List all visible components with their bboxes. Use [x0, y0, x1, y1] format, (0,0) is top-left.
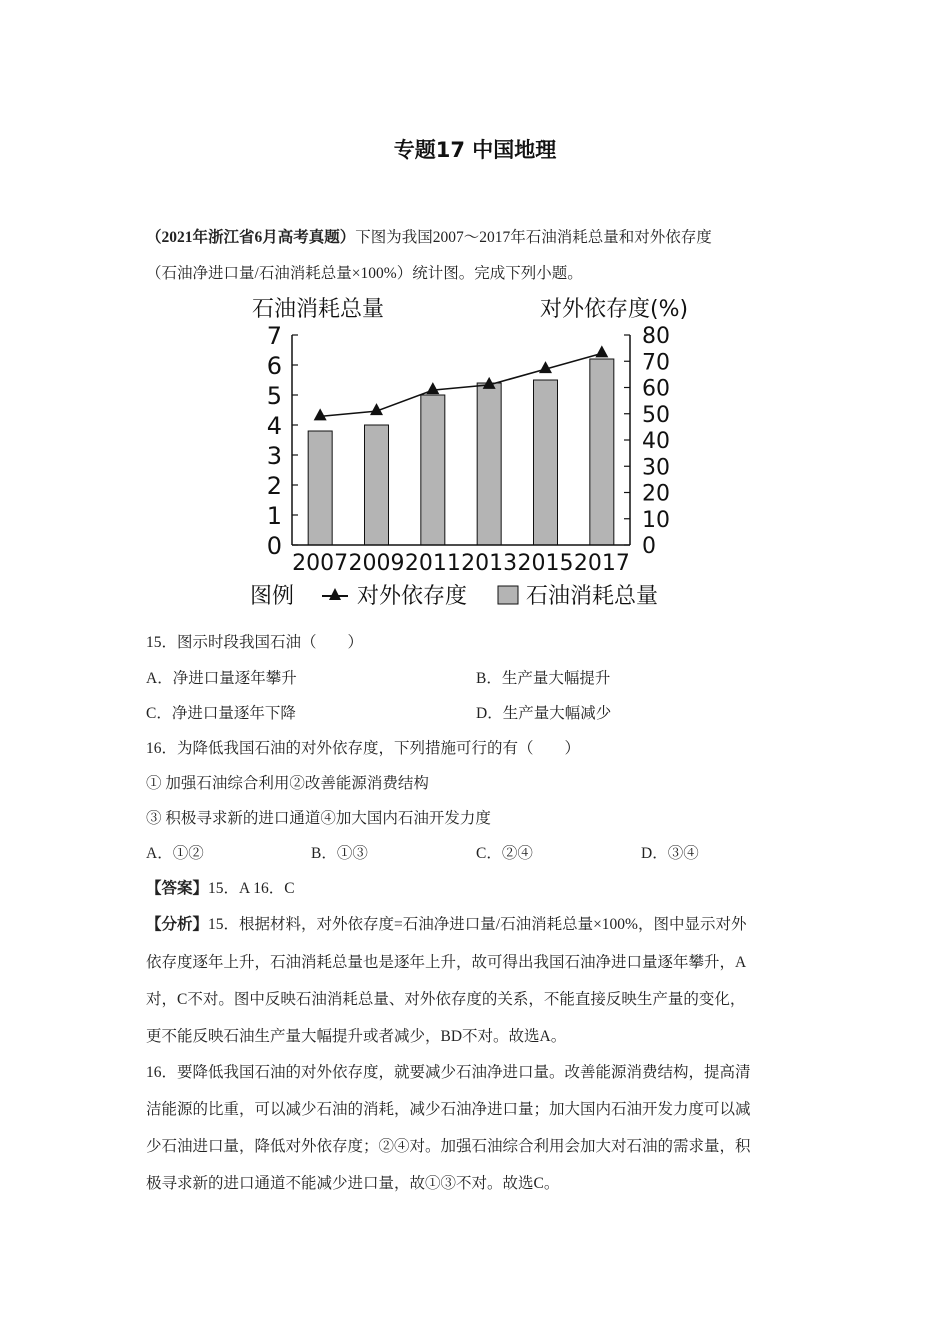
answer-line	[146, 879, 295, 899]
analysis-line-5: 16．要降低我国石油的对外依存度，就要减少石油净进口量。改善能源消费结构，提高清	[146, 1064, 751, 1081]
x-tick-label: 2015	[517, 551, 574, 576]
dependency-point	[426, 382, 439, 394]
q16-option-a: A．①②	[146, 845, 204, 862]
analysis-line-4: 更不能反映石油生产量大幅提升或者减少，BD不对。故选A。	[146, 1028, 567, 1045]
x-tick-label: 2017	[573, 551, 630, 576]
dependency-point	[314, 408, 327, 420]
q16-option-d: D．③④	[641, 845, 699, 862]
q16-statement-2: ③ 积极寻求新的进口通道④加大国内石油开发力度	[146, 810, 491, 827]
left-tick-label: 6	[266, 352, 282, 380]
right-axis-label: 对外依存度(%)	[540, 297, 689, 322]
q15-stem: 15．图示时段我国石油（ ）	[146, 634, 364, 651]
analysis-tag: 【分析】	[146, 916, 209, 933]
left-tick-label: 7	[266, 322, 282, 350]
x-tick-label: 2007	[292, 551, 349, 576]
left-tick-label: 2	[266, 472, 282, 500]
bar	[421, 395, 445, 545]
right-tick-label: 20	[642, 481, 670, 507]
intro-line-2: （石油净进口量/石油消耗总量×100%）统计图。完成下列小题。	[146, 265, 583, 282]
legend-bar-swatch	[498, 586, 518, 604]
analysis-line-3: 对，C不对。图中反映石油消耗总量、对外依存度的关系，不能直接反映生产量的变化，	[146, 991, 746, 1008]
q16-stem: 16．为降低我国石油的对外依存度，下列措施可行的有（ ）	[146, 740, 581, 757]
right-tick-label: 50	[642, 402, 670, 428]
q15-option-a: A．净进口量逐年攀升	[146, 670, 297, 687]
bar	[590, 359, 614, 545]
legend-line-label: 对外依存度	[357, 584, 468, 609]
intro-line-1	[146, 228, 712, 248]
x-tick-label: 2011	[404, 551, 461, 576]
right-tick-label: 70	[642, 350, 670, 376]
q15-option-b: B．生产量大幅提升	[476, 670, 611, 687]
left-tick-label: 1	[266, 502, 282, 530]
source-tag: （2021年浙江省6月高考真题）	[146, 229, 356, 246]
analysis-line-6: 洁能源的比重，可以减少石油的消耗，减少石油净进口量；加大国内石油开发力度可以减	[146, 1101, 751, 1118]
x-tick-label: 2013	[461, 551, 518, 576]
intro-text-1: 下图为我国2007～2017年石油消耗总量和对外依存度	[355, 229, 712, 246]
analysis-line-2: 依存度逐年上升，石油消耗总量也是逐年上升，故可得出我国石油净进口量逐年攀升，A	[146, 954, 747, 971]
right-tick-label: 80	[642, 324, 670, 349]
left-tick-label: 0	[266, 532, 282, 560]
oil-chart	[240, 294, 710, 614]
right-tick-label: 10	[642, 507, 670, 533]
q16-statement-1: ① 加强石油综合利用②改善能源消费结构	[146, 775, 429, 792]
left-tick-label: 3	[266, 442, 282, 470]
bar	[308, 431, 332, 545]
left-tick-label: 4	[266, 412, 282, 440]
x-tick-label: 2009	[348, 551, 405, 576]
answer-tag: 【答案】	[146, 880, 209, 897]
right-tick-label: 30	[642, 455, 670, 481]
legend-title: 图例	[250, 584, 295, 609]
legend-triangle-marker	[329, 588, 341, 600]
bar	[365, 425, 389, 545]
q15-option-d: D．生产量大幅减少	[476, 705, 612, 722]
left-tick-label: 5	[266, 382, 282, 410]
dependency-point	[595, 345, 608, 357]
analysis-line-7: 少石油进口量，降低对外依存度；②④对。加强石油综合利用会加大对石油的需求量，积	[146, 1138, 751, 1155]
analysis-text-1: 15．根据材料，对外依存度=石油净进口量/石油消耗总量×100%，图中显示对外	[208, 916, 747, 933]
right-tick-label: 60	[642, 376, 670, 402]
analysis-line-1	[146, 915, 746, 935]
chart-legend	[250, 584, 658, 609]
bar	[534, 380, 558, 545]
page-title: 专题17 中国地理	[393, 138, 557, 162]
dependency-line	[320, 353, 602, 416]
analysis-line-8: 极寻求新的进口通道不能减少进口量，故①③不对。故选C。	[146, 1175, 560, 1192]
left-axis-label: 石油消耗总量	[252, 297, 385, 322]
answer-text: 15．A 16．C	[208, 880, 295, 897]
q16-option-c: C．②④	[476, 845, 533, 862]
right-tick-label: 0	[642, 534, 656, 559]
bar	[477, 383, 501, 545]
q15-option-c: C．净进口量逐年下降	[146, 705, 296, 722]
q16-option-b: B．①③	[311, 845, 368, 862]
right-tick-label: 40	[642, 429, 670, 454]
legend-bar-label: 石油消耗总量	[526, 584, 659, 609]
